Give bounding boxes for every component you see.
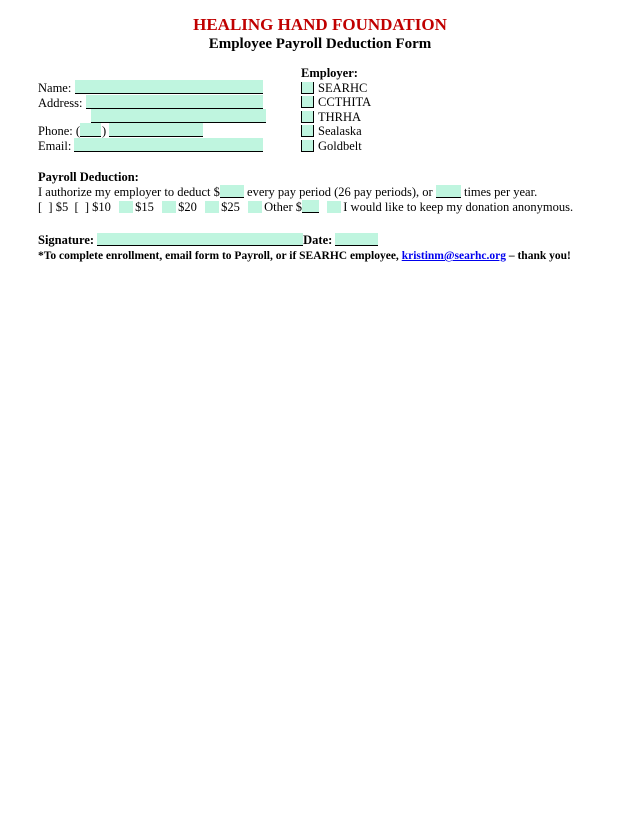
page-subtitle: Employee Payroll Deduction Form: [208, 36, 432, 52]
option-25-label: $25: [221, 200, 240, 214]
email-field[interactable]: [74, 138, 263, 152]
option-10[interactable]: [ ] $10: [74, 200, 111, 214]
payroll-heading: Payroll Deduction:: [38, 170, 139, 184]
phone-area-code-field[interactable]: [80, 123, 101, 137]
name-field[interactable]: [75, 80, 263, 94]
date-field[interactable]: [335, 233, 378, 246]
page-title: HEALING HAND FOUNDATION: [193, 15, 447, 34]
checkbox[interactable]: [301, 111, 314, 123]
authorize-text-c: times per year.: [463, 185, 538, 199]
times-per-year-field[interactable]: [436, 185, 461, 198]
email-link[interactable]: kristinm@searhc.org: [401, 250, 506, 262]
address-label: Address:: [38, 96, 83, 110]
employer-heading: Employer:: [301, 66, 358, 80]
employer-option-label: Goldbelt: [318, 139, 362, 153]
authorize-text-a: I authorize my employer to deduct $: [38, 185, 220, 199]
employer-option-label: CCTHITA: [318, 95, 372, 109]
checkbox[interactable]: [301, 82, 314, 94]
checkbox[interactable]: [162, 201, 176, 213]
footer-note-a: *To complete enrollment, email form to Payroll, or if SEARHC employee,: [38, 250, 399, 262]
authorize-line: [38, 185, 537, 200]
phone-label-text: Phone: (: [38, 124, 81, 138]
checkbox[interactable]: [248, 201, 262, 213]
checkbox[interactable]: [327, 201, 341, 213]
signature-label: Signature:: [38, 233, 95, 247]
option-20-label: $20: [178, 200, 197, 214]
option-other-label: Other $: [264, 200, 302, 214]
option-anonymous-label: I would like to keep my donation anonymous.: [343, 200, 574, 214]
phone-label: [38, 124, 80, 139]
employer-option-label: THRHA: [318, 110, 362, 124]
employer-option-searhc[interactable]: [301, 81, 367, 96]
other-amount-field[interactable]: [302, 200, 319, 213]
name-label: Name:: [38, 81, 72, 95]
employer-option-sealaska[interactable]: [301, 124, 362, 139]
option-15[interactable]: [117, 200, 154, 214]
employer-option-label: SEARHC: [318, 81, 368, 95]
option-5-label: $5: [55, 200, 69, 214]
option-10-label: $10: [92, 200, 111, 214]
signature-field[interactable]: [97, 233, 303, 246]
date-label: Date:: [303, 233, 333, 247]
authorize-text-b: every pay period (26 pay periods), or: [247, 185, 433, 199]
address-field-line1[interactable]: [86, 95, 263, 109]
address-field-line2[interactable]: [91, 109, 266, 123]
footer-note: [38, 249, 571, 264]
checkbox[interactable]: [301, 96, 314, 108]
option-other[interactable]: [246, 200, 319, 214]
option-anonymous[interactable]: [325, 200, 573, 214]
footer-note-b: – thank you!: [508, 250, 571, 262]
checkbox[interactable]: [205, 201, 219, 213]
option-25[interactable]: [203, 200, 240, 214]
per-period-amount-field[interactable]: [220, 185, 244, 198]
checkbox[interactable]: [119, 201, 133, 213]
checkbox[interactable]: [301, 140, 314, 152]
employer-option-label: Sealaska: [318, 124, 362, 138]
phone-paren: ): [102, 124, 107, 138]
option-15-label: $15: [135, 200, 154, 214]
email-label: Email:: [38, 139, 72, 153]
option-20[interactable]: [160, 200, 197, 214]
checkbox[interactable]: [301, 125, 314, 137]
phone-number-field[interactable]: [109, 123, 203, 137]
amount-options-line: [38, 200, 573, 215]
employer-option-ccthita[interactable]: [301, 95, 371, 110]
employer-option-thrha[interactable]: [301, 110, 361, 125]
signature-line: [38, 233, 378, 248]
employer-option-goldbelt[interactable]: [301, 139, 362, 154]
option-5[interactable]: [ ] $5: [38, 200, 69, 214]
